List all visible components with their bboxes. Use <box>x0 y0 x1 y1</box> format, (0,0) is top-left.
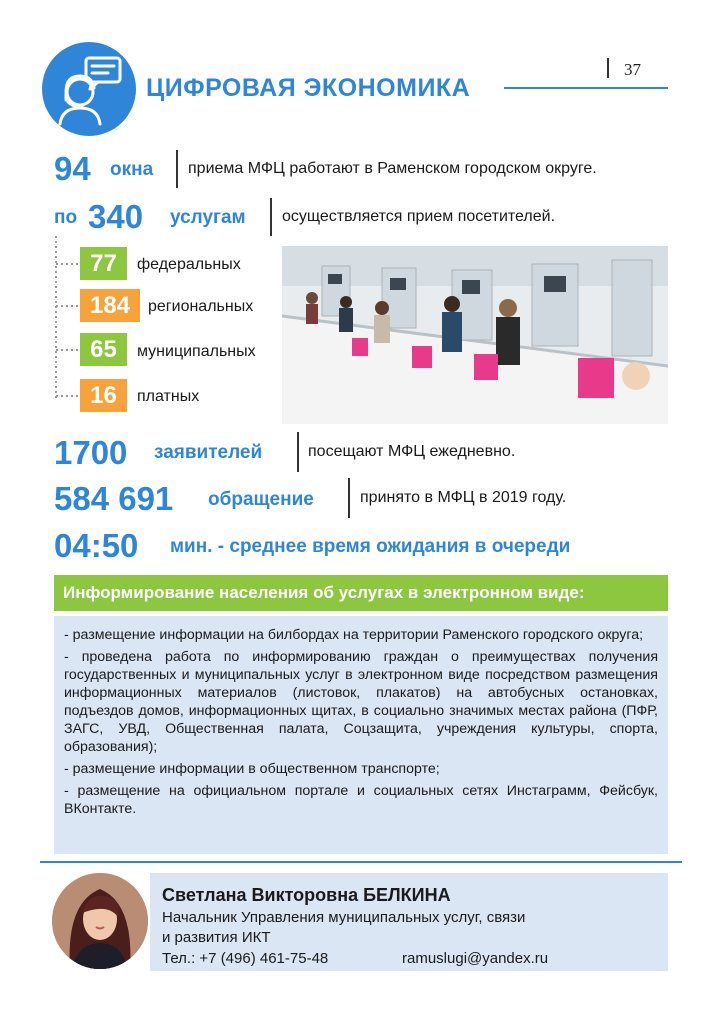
badge-paid: 16 <box>80 379 127 412</box>
page-number: 37 <box>624 60 641 79</box>
list-item: - проведена работа по информированию граждан о преимуществах получения государственных и муниципальных услуг в электронном виде посредством размещения информационных материалов (листовок, плакатов) на автобусных остановках, подъездов домов, информационных щитах, в социально значимых местах района (ПФР, ЗАГС, УВД, Общественная палата, Соцзащита, учреждения культуры, спорта, образования); <box>64 649 658 755</box>
badge-municipal: 65 <box>80 333 127 366</box>
services-number: 340 <box>88 198 144 235</box>
info-heading: Информирование населения об услугах в электронном виде: <box>63 583 585 602</box>
row-separator <box>270 198 272 236</box>
label-municipal: муниципальных <box>137 343 256 360</box>
list-item: - размещение информации на билбордах на территории Раменского городского округа; <box>64 627 644 643</box>
header-icon-circle <box>42 42 136 136</box>
row-separator <box>176 150 178 188</box>
windows-number: 94 <box>54 150 91 187</box>
avatar <box>52 873 148 969</box>
contact-divider <box>40 861 682 863</box>
contact-email[interactable]: ramuslugi@yandex.ru <box>402 950 549 967</box>
visitors-description: посещают МФЦ ежедневно. <box>308 443 516 460</box>
visitors-number: 1700 <box>54 434 128 471</box>
mfc-office-photo <box>282 246 668 424</box>
badge-federal: 77 <box>80 247 127 280</box>
label-federal: федеральных <box>137 256 241 273</box>
label-regional: региональных <box>148 298 254 315</box>
info-heading-bar <box>54 575 668 611</box>
breakdown-connector <box>50 236 82 402</box>
list-item: - размещение информации в общественном транспорте; <box>64 761 440 777</box>
visitors-word: заявителей <box>154 442 263 463</box>
services-prefix: по <box>54 207 78 228</box>
services-word: услугам <box>170 207 246 228</box>
list-item: - размещение на официальном портале и социальных сетях Инстаграмм, Фейсбук, ВКонтакте. <box>64 783 658 817</box>
wait-time-number: 04:50 <box>54 527 139 564</box>
header-divider <box>504 87 668 89</box>
contact-position: Начальник Управления муниципальных услуг, связи <box>162 909 526 926</box>
contact-card <box>150 873 668 971</box>
page-title: ЦИФРОВАЯ ЭКОНОМИКА <box>146 74 471 102</box>
support-operator-icon <box>42 42 136 136</box>
services-description: осуществляется прием посетителей. <box>282 208 556 225</box>
requests-word: обращение <box>208 489 314 510</box>
contact-position-cont: и развития ИКТ <box>162 929 271 946</box>
badge-regional: 184 <box>80 289 140 322</box>
page-number-separator <box>607 58 609 78</box>
requests-description: принято в МФЦ в 2019 году. <box>360 489 567 506</box>
wait-time-description: мин. - среднее время ожидания в очереди <box>170 536 571 557</box>
windows-word: окна <box>110 159 154 180</box>
label-paid: платных <box>137 388 200 405</box>
row-separator <box>348 478 350 518</box>
row-separator <box>297 432 299 472</box>
windows-description: приема МФЦ работают в Раменском городском округе. <box>188 160 597 177</box>
info-list <box>54 616 668 854</box>
contact-phone: Тел.: +7 (496) 461-75-48 <box>162 950 329 967</box>
requests-number: 584 691 <box>54 480 174 517</box>
contact-name: Светлана Викторовна БЕЛКИНА <box>162 885 451 905</box>
